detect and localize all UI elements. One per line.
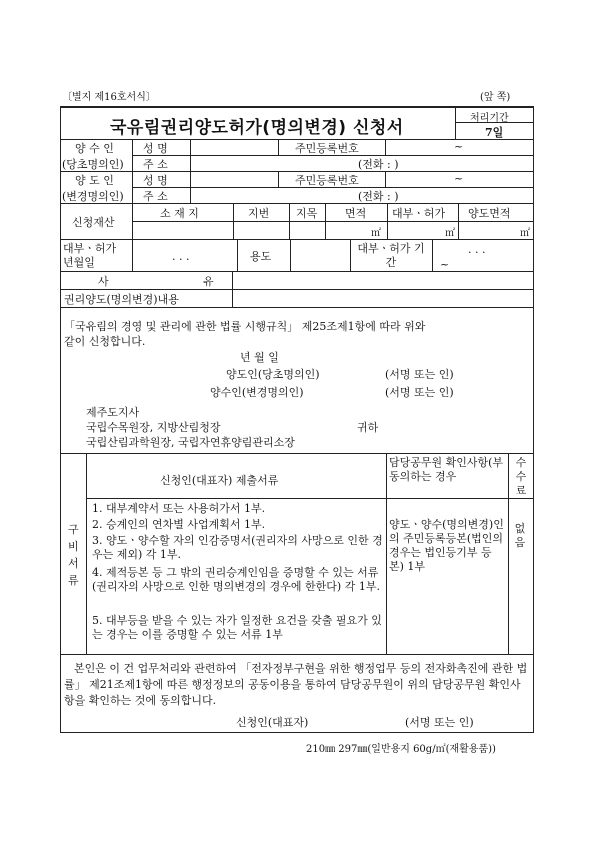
col-line [386,453,387,654]
docs-label-3: 서 [68,557,79,570]
col-line [385,171,386,187]
area-unit: ㎡ [371,228,381,239]
table-left-border [60,106,61,732]
addressee-1: 제주도지사 [86,406,140,419]
property-col-location: 소 재 지 [160,207,199,220]
property-col-category: 지목 [296,207,318,220]
doc-item-4: 4. 제적등본 등 그 밖의 권리승계인임을 증명할 수 있는 서류(권리자의 사망으로 인한 명의변경의 경우에 한한다) 각 1부. [92,566,380,593]
doc-item-5: 5. 대부등을 받을 수 있는 자가 일정한 요건을 갖출 필요가 있는 경우는 이를 증명할 수 있는 서류 1부 [92,614,382,641]
statement-date: 년 월 일 [240,351,279,364]
table-right-border [533,106,534,732]
fee-value: 없음 [514,522,526,549]
transferee-sublabel: (당초명의인) [62,158,124,171]
lease-date-value: . . . [172,250,190,263]
transferor-sign-mark: (서명 또는 인) [385,368,454,381]
property-col-area: 면적 [345,207,367,220]
doc-item-2: 2. 승계인의 연차별 사업계획서 1부. [92,518,266,531]
docs-label-2: 비 [68,540,79,553]
col-line [237,239,238,271]
lease-date-label: 대부ㆍ허가 년월일 [63,242,117,269]
consent-text: 본인은 이 건 업무처리와 관련하여 「전자정부구현을 위한 행정업무 등의 전자화촉진에 관한 법률」 제21조제1항에 따른 행정정보의 공동이용을 통하여 담당공무원이 위의 담당공무원 확인사항을 확인하는 것에 동의합니다. [64,662,528,707]
reason-label-b: 유 [203,275,214,288]
docs-label-1: 구 [68,523,79,536]
addressee-suffix: 귀하 [357,421,379,434]
consent-sign-label: 신청인(대표자) [236,716,309,729]
paper-spec: 210㎜ 297㎜(일반용지 60g/㎡(재활용품)) [306,744,496,755]
row-line [132,221,533,222]
row-line [60,453,533,454]
transferor-addr-label: 주 소 [143,190,168,203]
processing-period-value: 7일 [485,126,504,139]
doc-item-1: 1. 대부계약서 또는 사용허가서 1부. [92,502,266,515]
property-col-lot: 지번 [248,207,270,220]
processing-period-label: 처리기간 [470,113,509,124]
transferee-sign-label: 양수인(변경명의인) [210,386,304,399]
row-line [86,498,533,499]
col-line [278,171,279,187]
addressee-2: 국립수목원장, 지방산림청장 [86,421,221,434]
transferee-id-label: 주민등록번호 [295,142,359,155]
col-line [290,239,291,271]
lease-area-unit: ㎡ [445,228,455,239]
transferor-sign-label: 양도인(당초명의인) [226,368,320,381]
submit-docs-header: 신청인(대표자) 제출서류 [160,474,279,487]
transfer-content-label: 권리양도(명의변경)내용 [64,293,179,306]
official-check-header: 담당공무원 확인사항(부동의하는 경우 [389,456,504,483]
row-line [132,187,533,188]
col-line [385,139,386,155]
transferee-sign-mark: (서명 또는 인) [385,386,454,399]
page-side: (앞 쪽) [480,92,511,103]
transferor-id-label: 주민등록번호 [295,174,359,187]
doc-item-3: 3. 양도ㆍ양수할 자의 인감증명서(권리자의 사망으로 인한 경우는 제외) 각 1부. [92,534,383,561]
table-bottom-border [60,732,534,733]
row-line [132,155,533,156]
reason-label-a: 사 [98,275,109,288]
col-line [86,453,87,654]
transferor-name-label: 성 명 [143,174,168,187]
property-col-lease: 대부ㆍ허가 [392,207,446,220]
row-line [60,239,533,240]
use-label: 용도 [250,250,272,263]
lease-period-label: 대부ㆍ허가 기간 [357,242,425,269]
col-line [508,453,509,654]
transferor-label: 양 도 인 [75,174,114,187]
transfer-area-unit: ㎡ [520,228,530,239]
row-line [60,654,533,655]
property-col-transfer-area: 양도면적 [468,207,511,220]
docs-label-4: 류 [68,574,79,587]
row-line [60,203,533,204]
row-line [60,307,533,308]
official-check-content: 양도ㆍ양수(명의변경)인의 주민등록등본(법인의 경우는 법인등기부 등본) 1부 [389,518,504,573]
transferor-sublabel: (변경명의인) [62,190,124,203]
transferee-id-tilde: ~ [454,140,464,153]
col-line [350,239,351,271]
transferee-label: 양 수 인 [75,142,114,155]
fee-header: 수수료 [515,456,527,497]
addressee-3: 국립산림과학원장, 국립자연휴양림관리소장 [86,436,295,449]
statement-line2: 같이 신청합니다. [64,335,146,348]
form-title: 국유림권리양도허가(명의변경) 신청서 [110,118,404,138]
transferee-name-label: 성 명 [143,142,168,155]
col-line [278,139,279,155]
col-line [432,239,433,271]
transferee-phone: (전화 : ) [358,158,399,171]
transferor-id-tilde: ~ [454,172,464,185]
row-line [60,271,533,272]
statement-line1: 「국유림의 경영 및 관리에 관한 법률 시행규칙」 제25조제1항에 따라 위와 [64,320,426,333]
row-line [60,289,533,290]
lease-period-tilde: ~ [440,258,450,271]
transferee-addr-label: 주 소 [143,158,168,171]
property-label: 신청재산 [72,216,115,229]
consent-sign-mark: (서명 또는 인) [405,716,474,729]
transferor-phone: (전화 : ) [358,190,399,203]
form-number: 〔별지 제16호서식〕 [62,92,156,103]
table-top-border [60,106,533,108]
lease-period-value: . . . [468,243,486,256]
col-line [132,239,133,271]
